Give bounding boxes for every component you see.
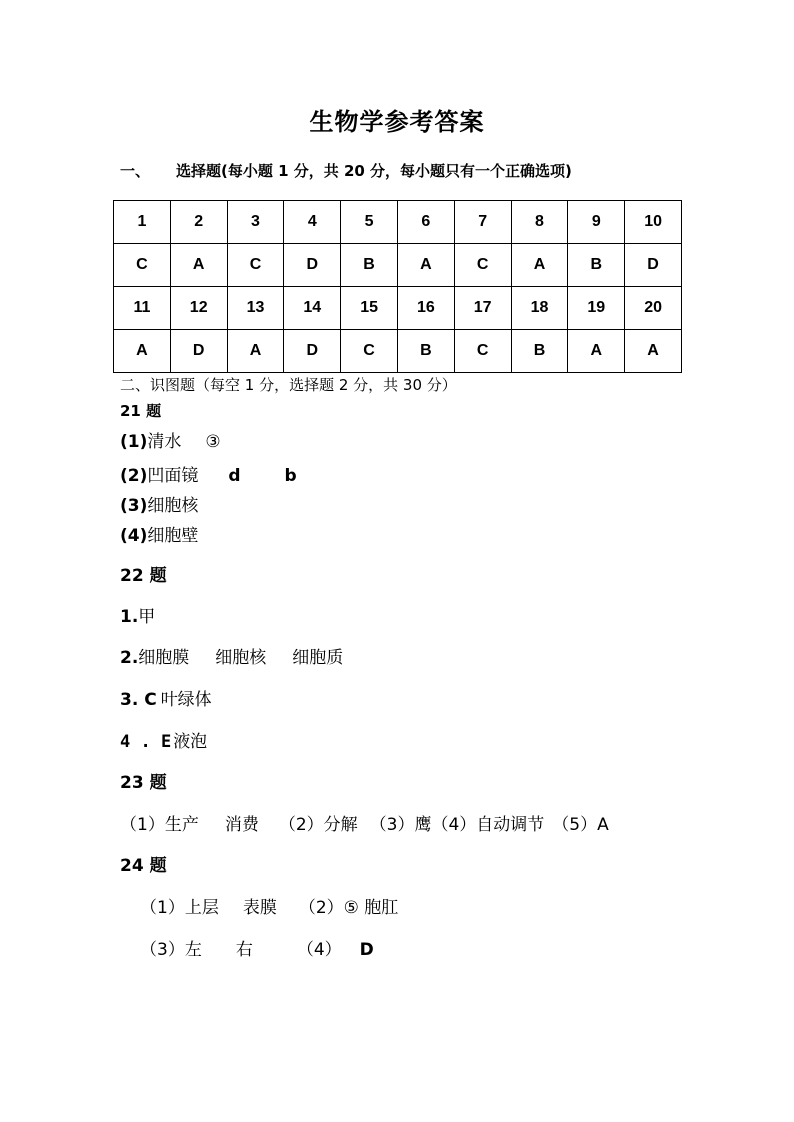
q24-row-1-part-1: （1）上层 (140, 898, 219, 918)
table-cell: A (568, 330, 625, 373)
table-cell: A (114, 330, 171, 373)
table-row (114, 330, 682, 373)
table-cell: 18 (511, 287, 568, 330)
table-row (114, 287, 682, 330)
table-cell: A (170, 244, 227, 287)
table-cell: B (397, 330, 454, 373)
q22-answer-2-text-2: 细胞核 (215, 648, 267, 668)
q24-label: 24 题 (120, 856, 167, 876)
q21-answer-2-value-1: d (228, 466, 241, 486)
table-cell: 19 (568, 287, 625, 330)
q21-answer-2 (120, 461, 297, 486)
q22-answer-2 (120, 643, 343, 668)
section-2-heading: 二、识图题（每空 1 分，选择题 2 分，共 30 分） (120, 376, 457, 394)
table-cell: 20 (625, 287, 682, 330)
table-cell: A (511, 244, 568, 287)
table-cell: C (227, 244, 284, 287)
table-cell: 3 (227, 201, 284, 244)
table-cell: 11 (114, 287, 171, 330)
q24-row-1 (140, 893, 398, 918)
q22-answer-1 (120, 602, 155, 627)
table-cell: 13 (227, 287, 284, 330)
table-cell: C (454, 330, 511, 373)
table-cell: 15 (341, 287, 398, 330)
table-cell: 5 (341, 201, 398, 244)
table-cell: D (284, 244, 341, 287)
table-cell: C (341, 330, 398, 373)
q23-part-3: （2）分解 (278, 815, 358, 835)
q23-part-4: （3）鹰（4）自动调节 (369, 815, 545, 835)
q22-answer-4-number: 4 . E (120, 732, 172, 752)
q22-answer-2-text-3: 细胞质 (292, 648, 344, 668)
q22-answer-4-text: 液泡 (173, 732, 208, 752)
table-cell: 2 (170, 201, 227, 244)
q21-answer-3-number: (3) (120, 496, 148, 516)
q21-answer-1 (120, 427, 221, 452)
table-cell: A (625, 330, 682, 373)
q21-label: 21 题 (120, 402, 162, 420)
q23-part-5: （5）A (552, 815, 609, 835)
table-cell: 4 (284, 201, 341, 244)
table-cell: 8 (511, 201, 568, 244)
q21-answer-4-number: (4) (120, 526, 148, 546)
q21-answer-1-text: 清水 (147, 432, 182, 452)
q21-answer-1-number: (1) (120, 432, 148, 452)
answer-table (113, 200, 682, 373)
table-cell: 14 (284, 287, 341, 330)
section-1-number: 一、 (120, 162, 151, 180)
table-cell: C (114, 244, 171, 287)
q21-answer-4-text: 细胞壁 (147, 526, 199, 546)
q24-row-1-part-3: （2）⑤ 胞肛 (298, 898, 399, 918)
table-cell: 17 (454, 287, 511, 330)
q22-answer-1-text: 甲 (138, 607, 156, 627)
table-cell: 9 (568, 201, 625, 244)
table-cell: D (284, 330, 341, 373)
q24-row-1-part-2: 表膜 (242, 898, 277, 918)
q23-part-2: 消费 (224, 815, 259, 835)
table-cell: D (170, 330, 227, 373)
q24-row-2-part-1: （3）左 (140, 940, 202, 960)
table-cell: A (227, 330, 284, 373)
q21-answer-2-number: (2) (120, 466, 148, 486)
q22-answer-2-text-1: 细胞膜 (138, 648, 190, 668)
q22-answer-1-number: 1. (120, 607, 139, 627)
table-cell: A (397, 244, 454, 287)
table-cell: 7 (454, 201, 511, 244)
q21-answer-4 (120, 521, 198, 546)
section-1-heading (120, 160, 572, 181)
q24-row-2-part-4: D (359, 940, 374, 960)
table-row (114, 201, 682, 244)
table-cell: B (568, 244, 625, 287)
q22-answer-4 (120, 727, 207, 752)
q23-label: 23 题 (120, 773, 167, 793)
table-cell: 10 (625, 201, 682, 244)
table-cell: B (511, 330, 568, 373)
q21-answer-3 (120, 491, 198, 516)
table-cell: 12 (170, 287, 227, 330)
table-cell: 6 (397, 201, 454, 244)
q23-answers (120, 810, 609, 835)
table-cell: 1 (114, 201, 171, 244)
q21-answer-2-text: 凹面镜 (147, 466, 199, 486)
q21-answer-3-text: 细胞核 (147, 496, 199, 516)
q22-answer-3-text: 叶绿体 (160, 690, 212, 710)
q22-label: 22 题 (120, 566, 167, 586)
q22-answer-2-number: 2. (120, 648, 139, 668)
table-cell: C (454, 244, 511, 287)
table-cell: B (341, 244, 398, 287)
q21-answer-2-value-2: b (284, 466, 297, 486)
q22-answer-3-number: 3. C (120, 690, 157, 710)
page-title: 生物学参考答案 (309, 108, 485, 136)
q21-answer-1-value: ③ (205, 432, 221, 452)
table-cell: 16 (397, 287, 454, 330)
section-1-text: 选择题(每小题 1 分，共 20 分，每小题只有一个正确选项) (176, 162, 572, 180)
table-row (114, 244, 682, 287)
q24-row-2-part-2: 右 (235, 940, 253, 960)
q24-row-2 (140, 935, 374, 960)
table-cell: D (625, 244, 682, 287)
q24-row-2-part-3: （4） (296, 940, 342, 960)
q23-part-1: （1）生产 (120, 815, 199, 835)
q22-answer-3 (120, 685, 212, 710)
